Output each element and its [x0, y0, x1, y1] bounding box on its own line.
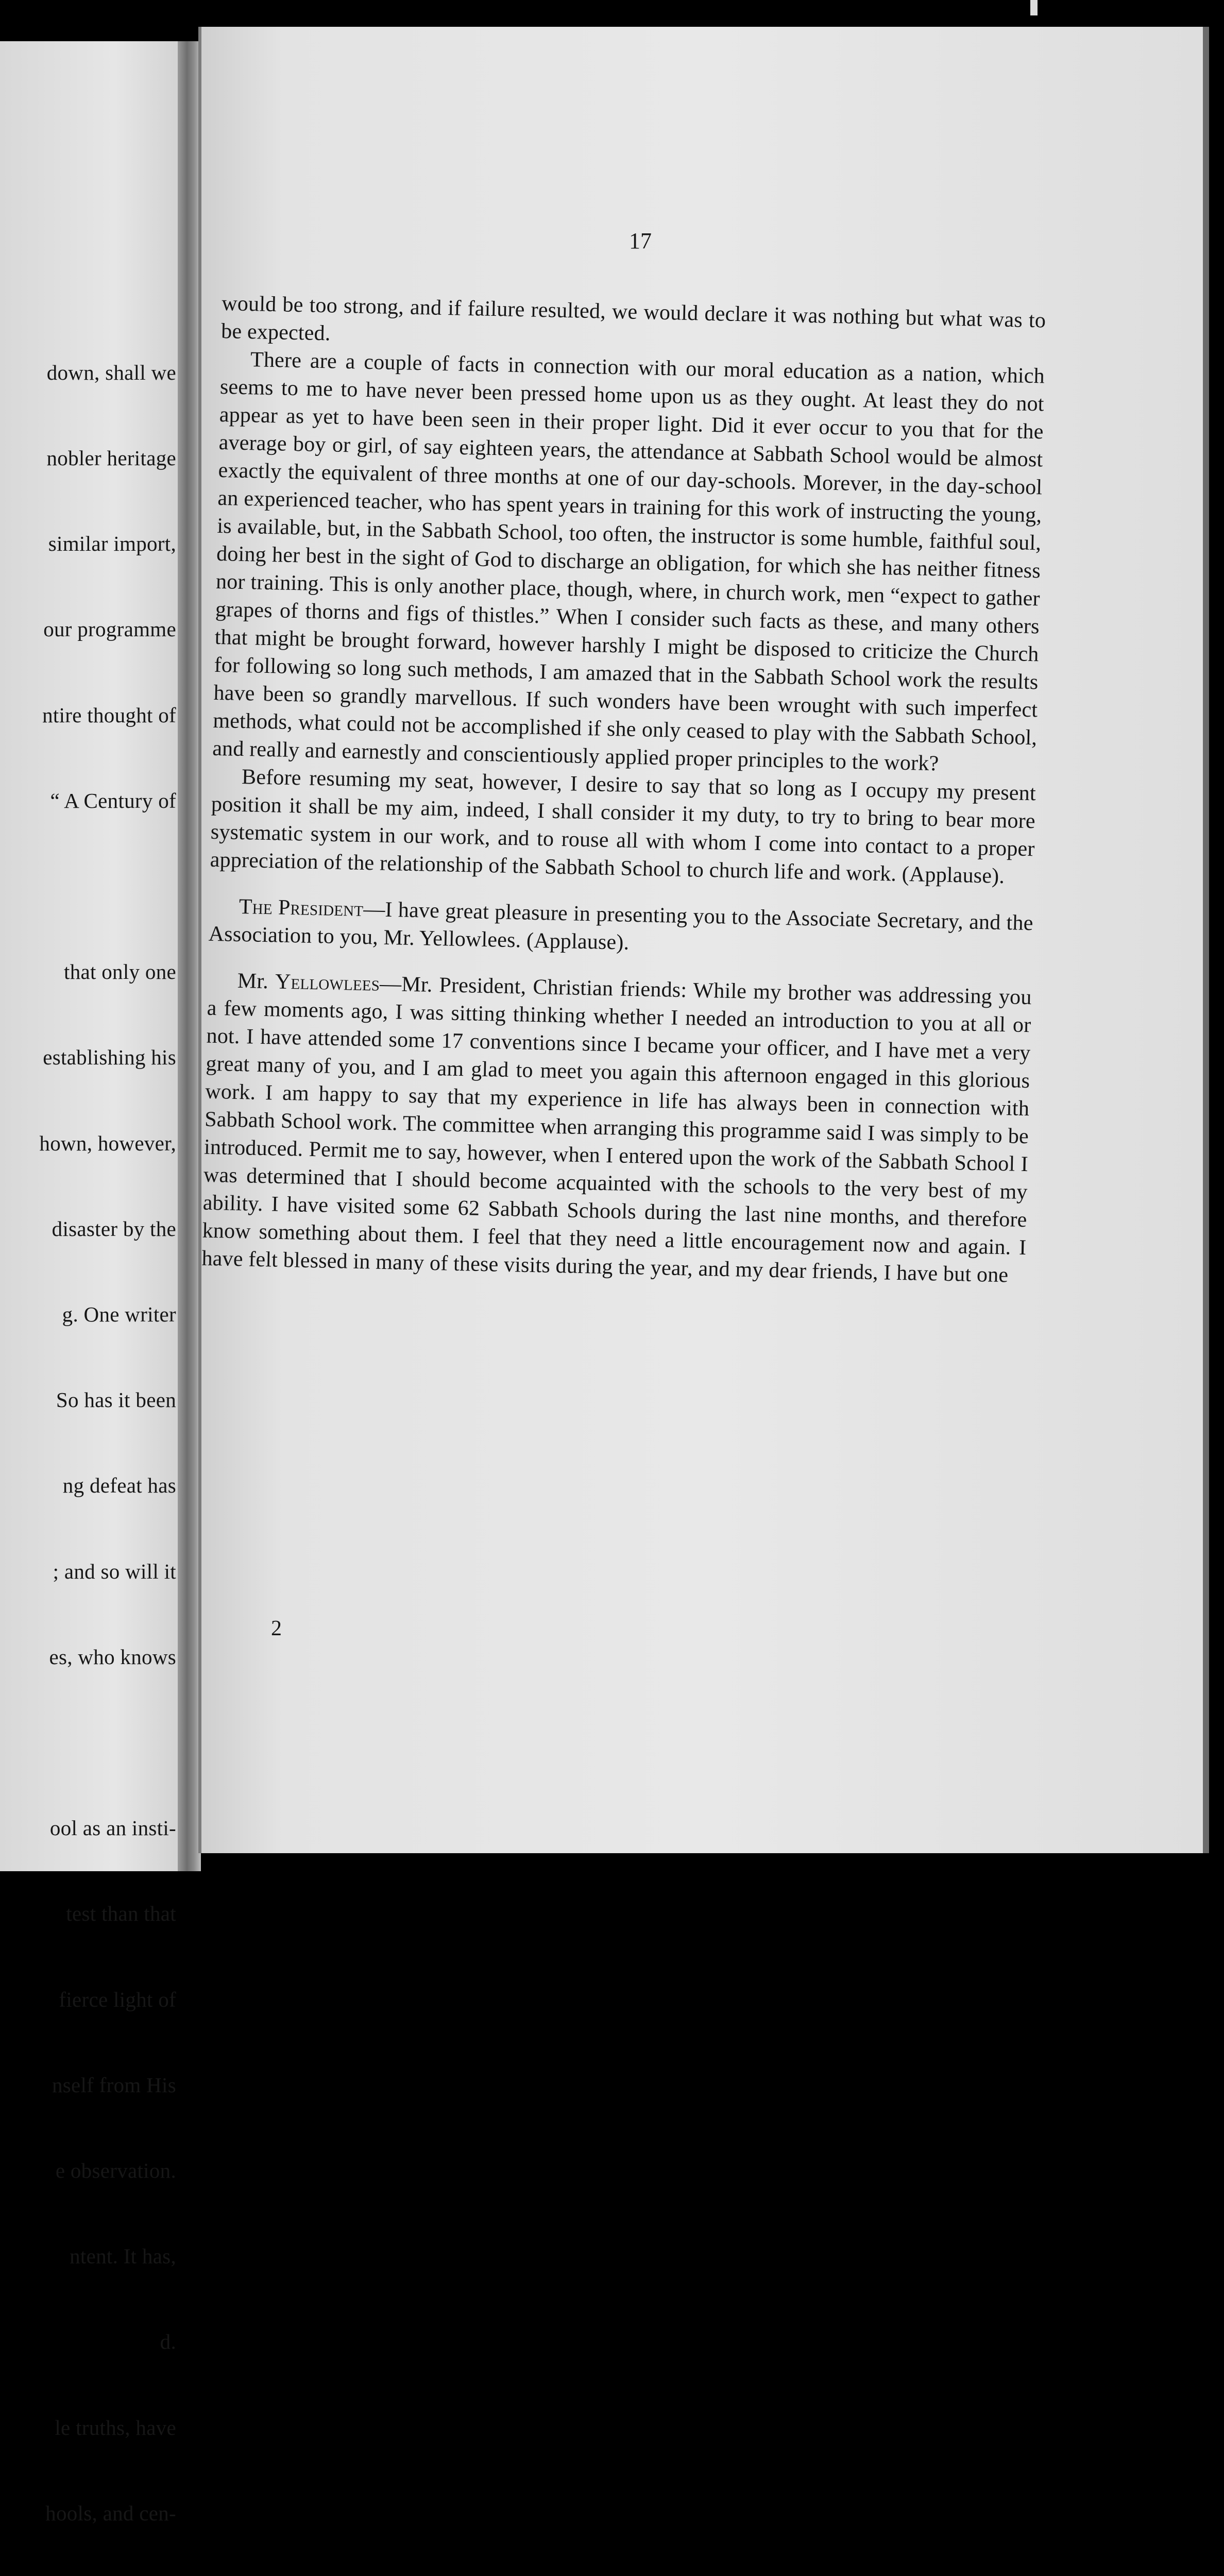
left-line [39, 872, 176, 901]
president-remark [208, 892, 1033, 965]
left-line: test than that [66, 1902, 176, 1926]
left-line: e observation. [55, 2159, 176, 2183]
paragraph: There are a couple of facts in connection with our moral education as a nation, which seems to me to have never been pressed home upon us as they ought. At least they do not appear as yet to have been seen in their proper light. Did it ever occur to you that for the average boy or girl, of say eighteen years, the attendance at Sabbath School would be almost exactly the equivalent of three months at one of our day-schools. Morever, in the day-school an experienced teacher, who has spent years in training for this work of instructing the young, is available, but, in the Sabbath School, too often, the instructor is some humble, faithful soul, doing her best in the sight of God to discharge an obligation, for which she has neither fitness nor training. This is only another place, though, where, in church work, men “expect to gather grapes of thorns and figs of thistles.” When I consider such facts as these, and many others that might be brought forward, however harshly I might be disposed to criticize the Church for following so long such methods, I am amazed that in the Sabbath School work the results have been so grandly marvellous. If such wonders have been wrought with such imperfect methods, what could not be accomplished if she only ceased to play with the Sabbath School, and really and earnestly and conscientiously applied proper principles to the work? [212, 348, 1045, 776]
left-line: down, shall we [46, 360, 176, 384]
left-line: So has it been [56, 1388, 176, 1412]
page-number: 17 [629, 228, 652, 253]
left-line: establishing his [43, 1045, 176, 1070]
page-edge [1203, 27, 1209, 1853]
left-line [39, 1728, 176, 1757]
left-line: similar import, [48, 532, 176, 556]
signature-mark: 2 [271, 1617, 282, 1640]
speech-text: —I have great pleasure in presenting you to the Associate Secretary, and the Association to you, Mr. Yellowlees. (Applause). [208, 897, 1034, 955]
scan-speck [1030, 0, 1038, 15]
paragraph: would be too strong, and if failure resulted, we would declare it was nothing but what was to be expected. [220, 291, 1046, 346]
left-page [0, 41, 192, 2525]
body-text [201, 290, 1046, 1290]
left-line: g. One writer [62, 1302, 176, 1327]
left-line: ntent. It has, [70, 2244, 176, 2268]
left-line: ntire thought of [42, 703, 176, 727]
left-line: nself from His [52, 2073, 176, 2097]
left-line: our programme [43, 617, 176, 641]
left-page-text [39, 301, 176, 2576]
left-line: le truths, have [55, 2415, 176, 2439]
left-line: fierce light of [59, 1987, 176, 2011]
left-line: nobler heritage [46, 446, 176, 470]
left-line: ; and so will it [53, 1559, 176, 1583]
left-line: ool as an insti- [49, 1816, 176, 1840]
left-line: es, who knows [49, 1645, 176, 1669]
left-line: hools, and cen- [45, 2501, 176, 2525]
right-page [198, 27, 1209, 1853]
speaker-name: Yellowlees [275, 970, 380, 996]
left-line: ng defeat has [62, 1473, 176, 1498]
left-line: disaster by the [52, 1216, 176, 1241]
left-line: hown, however, [39, 1131, 176, 1155]
left-line: “ A Century of [50, 788, 176, 812]
left-line: that only one [64, 960, 176, 984]
speaker-name: The President [239, 894, 364, 922]
book-gutter [178, 41, 201, 1871]
left-line: d. [160, 2330, 176, 2354]
speaker-title: Mr. [237, 969, 269, 994]
yellowlees-remark [201, 967, 1032, 1290]
speech-text: —Mr. President, Christian friends: While my brother was addressing you a few moments ago, I was sitting thinking whether I needed an introduction to you at all or not. I have attended some 17 conventions since I became your officer, and I have met a very great many of you, and I am glad to meet you again this afternoon engaged in this glorious work. I am happy to say that my experience in life has always been in connection with Sabbath School work. The committee when arranging this programme said I was simply to be introduced. Permit me to say, however, when I entered upon the work of the Sabbath School I was determined that I should become acquainted with the schools to the very best of my ability. I have visited some 62 Sabbath Schools during the last nine months, and therefore know something about them. I feel that they need a little encouragement now and again. I have felt blessed in many of these visits during the year, and my dear friends, I have but one [201, 972, 1032, 1287]
paragraph: Before resuming my seat, however, I desire to say that so long as I occupy my present position it shall be my aim, indeed, I shall consider it my duty, to try to bring to bear more systematic system in our work, and to rouse all with whom I come into contact to a proper appreciation of the relationship of the Sabbath School to church life and work. (Applause). [210, 765, 1036, 889]
